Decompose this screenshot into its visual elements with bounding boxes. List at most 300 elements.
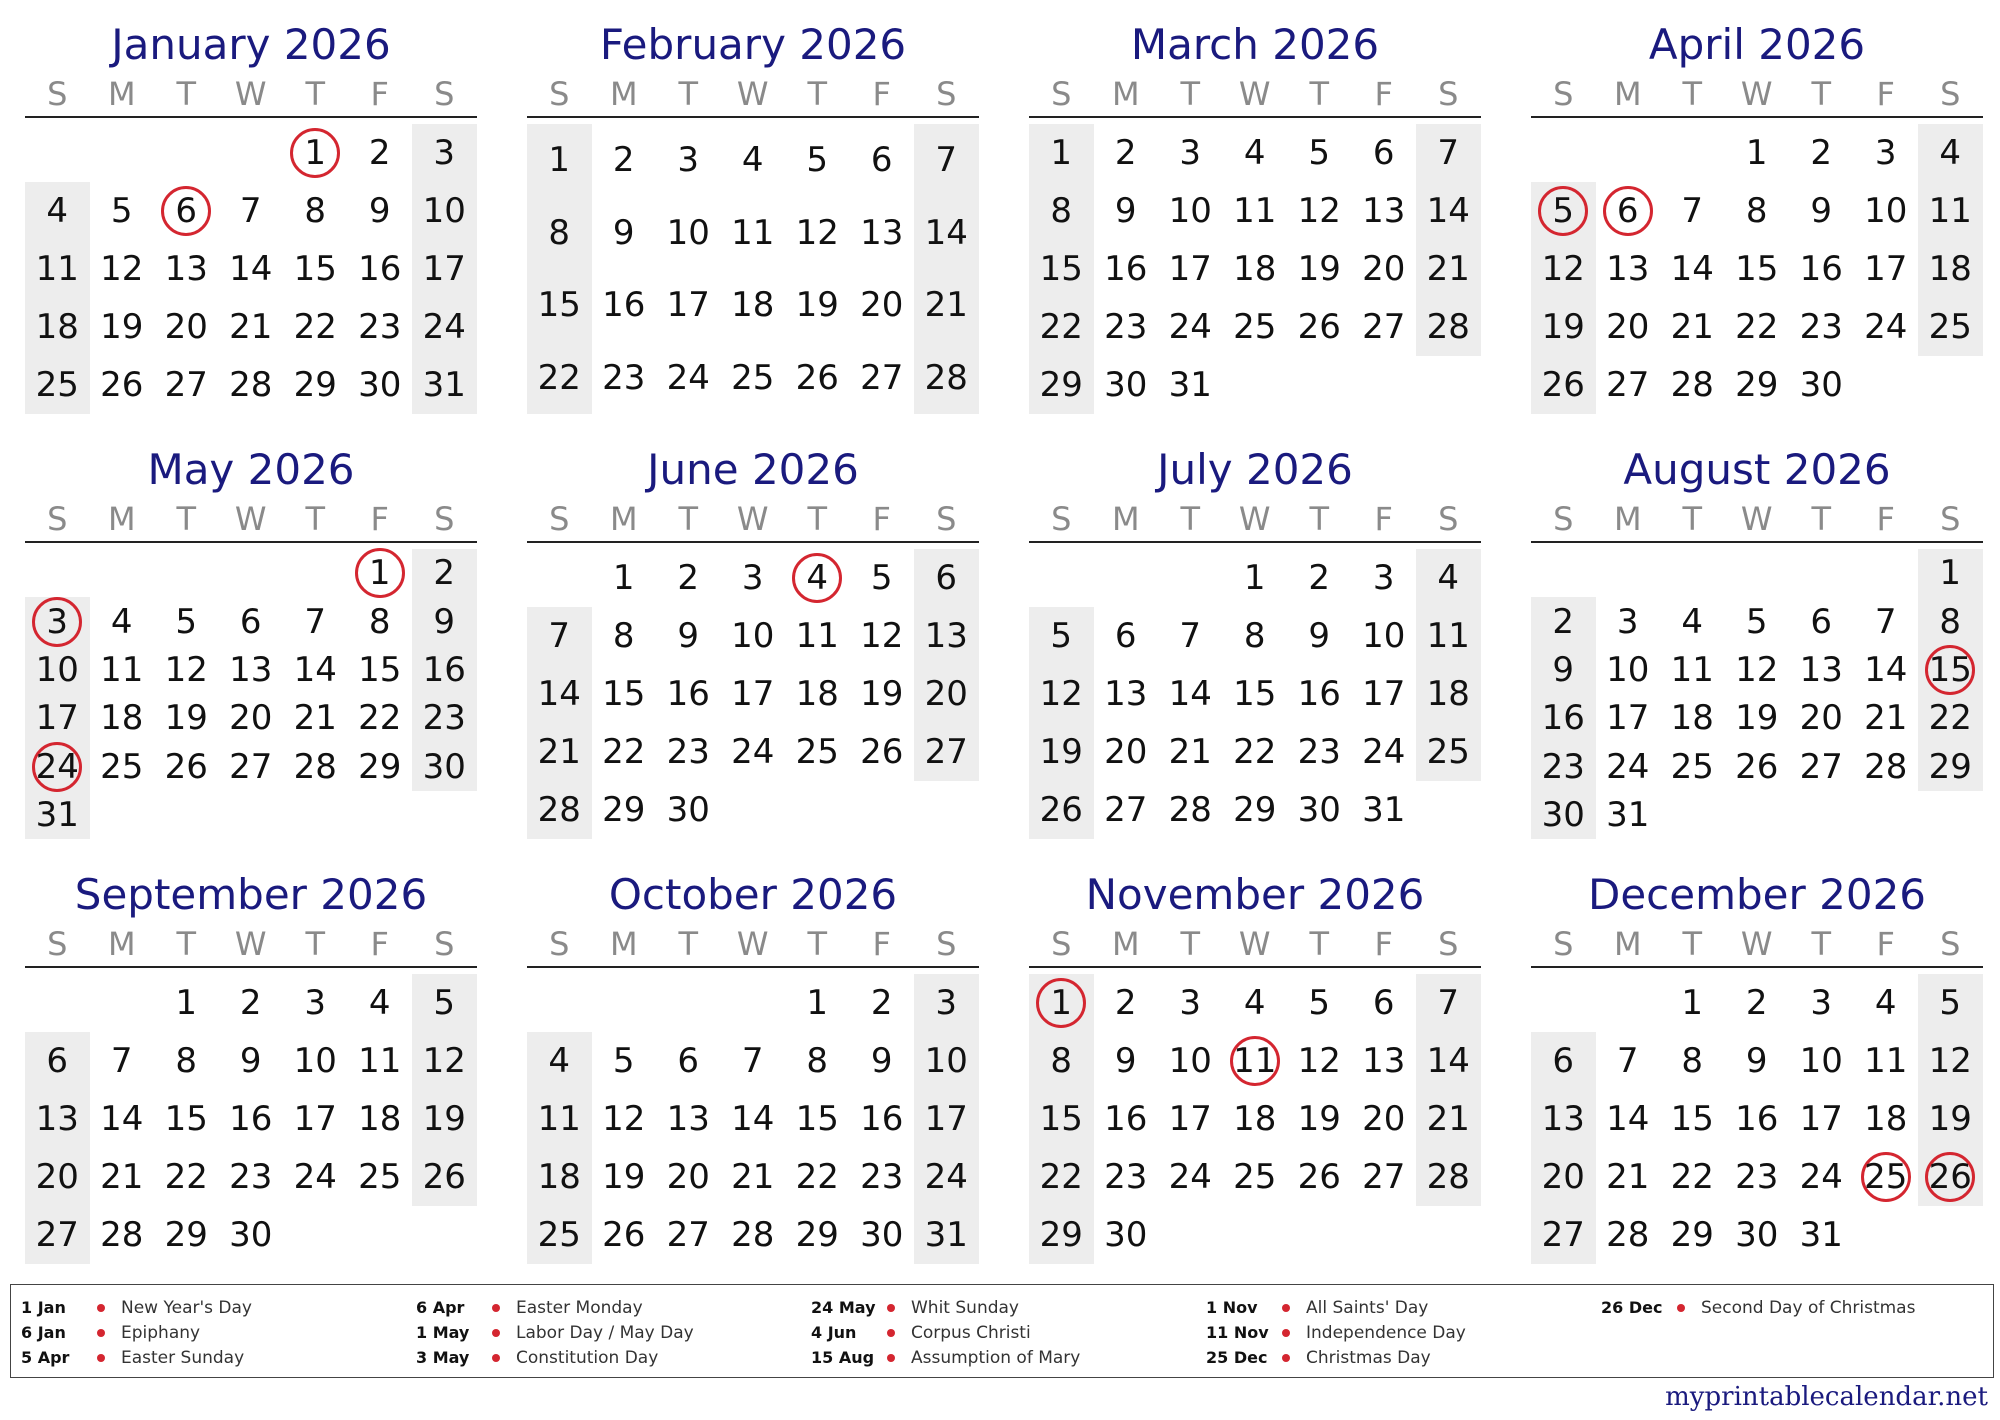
day-number: 18 bbox=[731, 285, 775, 326]
legend-holiday-name: Labor Day / May Day bbox=[516, 1322, 694, 1343]
day-number: 18 bbox=[537, 1157, 581, 1197]
day-number: 26 bbox=[1541, 365, 1585, 405]
day-number: 21 bbox=[924, 285, 968, 326]
day-cell bbox=[412, 602, 477, 642]
weekday-header bbox=[25, 72, 477, 118]
day-cell bbox=[90, 1215, 155, 1255]
day-cell bbox=[785, 616, 850, 656]
day-cell bbox=[154, 747, 219, 787]
day-number: 31 bbox=[1362, 790, 1406, 830]
day-cell bbox=[1596, 602, 1661, 642]
day-cell bbox=[914, 213, 979, 253]
day-number: 13 bbox=[1362, 1041, 1406, 1081]
day-number: 15 bbox=[1039, 249, 1083, 289]
day-number: 10 bbox=[1799, 1041, 1843, 1081]
day-cell bbox=[1725, 1157, 1790, 1197]
day-number: 5 bbox=[1939, 983, 1962, 1023]
day-number: 25 bbox=[537, 1215, 581, 1255]
day-number: 7 bbox=[548, 616, 571, 656]
month-title: November 2026 bbox=[1085, 870, 1425, 919]
day-number: 8 bbox=[548, 212, 571, 253]
day-number: 29 bbox=[795, 1215, 839, 1255]
day-number: 31 bbox=[35, 794, 79, 835]
weekday-header bbox=[25, 497, 477, 543]
day-cell bbox=[1789, 983, 1854, 1023]
day-cell bbox=[592, 790, 657, 830]
day-number: 13 bbox=[229, 649, 273, 690]
day-cell bbox=[914, 1215, 979, 1255]
day-cell bbox=[1854, 133, 1919, 173]
weekday-label: T bbox=[1811, 75, 1832, 113]
day-cell bbox=[850, 983, 915, 1023]
day-number: 14 bbox=[1670, 249, 1714, 289]
month-block bbox=[527, 18, 979, 414]
day-cell bbox=[348, 650, 413, 690]
legend-date: 25 Dec bbox=[1206, 1348, 1268, 1367]
day-cell bbox=[656, 285, 721, 325]
day-grid bbox=[25, 974, 477, 1264]
day-number: 5 bbox=[1308, 133, 1331, 173]
day-cell bbox=[1287, 1099, 1352, 1139]
day-cell bbox=[1854, 602, 1919, 642]
day-number: 29 bbox=[293, 365, 337, 405]
day-cell bbox=[1918, 191, 1983, 231]
day-cell bbox=[527, 140, 592, 180]
weekday-label: M bbox=[1613, 75, 1642, 113]
month-block bbox=[1531, 443, 1983, 839]
day-cell bbox=[219, 191, 284, 231]
day-cell bbox=[1531, 1041, 1596, 1081]
day-cell bbox=[283, 983, 348, 1023]
day-number: 15 bbox=[164, 1099, 208, 1139]
bullet-icon bbox=[492, 1329, 500, 1337]
weekday-label: T bbox=[305, 500, 326, 538]
weekday-label: T bbox=[1309, 75, 1330, 113]
day-cell bbox=[1789, 1099, 1854, 1139]
day-cell bbox=[90, 365, 155, 405]
day-number: 10 bbox=[422, 191, 466, 231]
day-number: 20 bbox=[229, 698, 273, 739]
day-cell bbox=[721, 1157, 786, 1197]
day-number: 20 bbox=[1362, 1099, 1406, 1139]
day-cell bbox=[721, 674, 786, 714]
day-number: 19 bbox=[1297, 1099, 1341, 1139]
day-cell bbox=[1029, 732, 1094, 772]
day-cell bbox=[412, 365, 477, 405]
day-number: 8 bbox=[806, 1041, 829, 1081]
day-cell bbox=[1416, 249, 1481, 289]
day-number: 23 bbox=[422, 698, 466, 739]
month-block bbox=[25, 443, 477, 839]
month-block bbox=[527, 868, 979, 1264]
day-number: 18 bbox=[358, 1099, 402, 1139]
holiday-legend bbox=[10, 1284, 1994, 1378]
day-number: 1 bbox=[368, 553, 391, 594]
weekday-label: S bbox=[1051, 500, 1072, 538]
day-number: 30 bbox=[1297, 790, 1341, 830]
day-number: 12 bbox=[860, 616, 904, 656]
day-number: 8 bbox=[175, 1041, 198, 1081]
day-number: 25 bbox=[1233, 1157, 1277, 1197]
day-number: 29 bbox=[1670, 1215, 1714, 1255]
day-number: 17 bbox=[666, 285, 710, 326]
day-number: 22 bbox=[795, 1157, 839, 1197]
day-number: 26 bbox=[1928, 1157, 1972, 1197]
day-cell bbox=[721, 140, 786, 180]
day-number: 9 bbox=[870, 1041, 893, 1081]
weekday-header bbox=[1531, 497, 1983, 543]
day-number: 7 bbox=[1437, 133, 1460, 173]
weekday-label: F bbox=[1374, 925, 1393, 963]
day-cell bbox=[1223, 133, 1288, 173]
day-number: 9 bbox=[433, 601, 456, 642]
day-cell bbox=[1352, 983, 1417, 1023]
site-watermark[interactable]: myprintablecalendar.net bbox=[1665, 1382, 1988, 1412]
day-number: 30 bbox=[1799, 365, 1843, 405]
day-cell bbox=[1789, 698, 1854, 738]
day-number: 14 bbox=[100, 1099, 144, 1139]
day-number: 4 bbox=[1681, 601, 1704, 642]
day-cell bbox=[1918, 1041, 1983, 1081]
day-cell bbox=[1596, 650, 1661, 690]
day-number: 23 bbox=[1104, 307, 1148, 347]
day-cell bbox=[850, 1157, 915, 1197]
day-cell bbox=[219, 602, 284, 642]
day-number: 1 bbox=[1939, 553, 1962, 594]
day-number: 12 bbox=[422, 1041, 466, 1081]
day-cell bbox=[1660, 249, 1725, 289]
day-grid bbox=[25, 124, 477, 414]
day-cell bbox=[25, 365, 90, 405]
weekday-label: T bbox=[1309, 500, 1330, 538]
legend-entry bbox=[811, 1295, 1080, 1320]
day-number: 17 bbox=[1606, 698, 1650, 739]
month-title: May 2026 bbox=[147, 445, 355, 494]
day-number: 28 bbox=[924, 357, 968, 398]
day-cell bbox=[1789, 365, 1854, 405]
day-cell bbox=[412, 1099, 477, 1139]
day-cell bbox=[785, 983, 850, 1023]
day-cell bbox=[1596, 307, 1661, 347]
day-cell bbox=[25, 698, 90, 738]
day-cell bbox=[25, 1157, 90, 1197]
day-number: 6 bbox=[935, 558, 958, 598]
day-number: 22 bbox=[164, 1157, 208, 1197]
day-cell bbox=[283, 1157, 348, 1197]
day-cell bbox=[592, 558, 657, 598]
day-number: 15 bbox=[537, 285, 581, 326]
weekday-label: S bbox=[47, 500, 68, 538]
day-cell bbox=[1029, 1157, 1094, 1197]
day-number: 8 bbox=[612, 616, 635, 656]
day-number: 24 bbox=[731, 732, 775, 772]
day-number: 6 bbox=[1114, 616, 1137, 656]
day-number: 30 bbox=[422, 746, 466, 787]
day-number: 13 bbox=[924, 616, 968, 656]
weekday-label: T bbox=[1180, 925, 1201, 963]
day-number: 22 bbox=[1039, 1157, 1083, 1197]
day-cell bbox=[154, 1157, 219, 1197]
weekday-label: S bbox=[936, 925, 957, 963]
month-block bbox=[1531, 18, 1983, 414]
day-cell bbox=[1287, 1041, 1352, 1081]
weekday-label: F bbox=[370, 925, 389, 963]
day-number: 2 bbox=[870, 983, 893, 1023]
day-cell bbox=[412, 307, 477, 347]
day-cell bbox=[721, 213, 786, 253]
day-cell bbox=[348, 249, 413, 289]
day-cell bbox=[914, 558, 979, 598]
day-cell bbox=[1918, 747, 1983, 787]
day-number: 3 bbox=[433, 133, 456, 173]
day-number: 7 bbox=[741, 1041, 764, 1081]
day-cell bbox=[1660, 1215, 1725, 1255]
day-number: 23 bbox=[358, 307, 402, 347]
legend-date: 1 Nov bbox=[1206, 1298, 1258, 1317]
day-cell bbox=[1416, 1041, 1481, 1081]
day-cell bbox=[219, 983, 284, 1023]
day-number: 27 bbox=[164, 365, 208, 405]
day-number: 12 bbox=[1541, 249, 1585, 289]
day-cell bbox=[90, 650, 155, 690]
day-number: 3 bbox=[935, 983, 958, 1023]
day-cell bbox=[90, 1157, 155, 1197]
day-number: 30 bbox=[1735, 1215, 1779, 1255]
day-cell bbox=[527, 213, 592, 253]
day-number: 26 bbox=[795, 357, 839, 398]
weekday-label: S bbox=[1940, 75, 1961, 113]
day-cell bbox=[283, 1099, 348, 1139]
day-number: 9 bbox=[1114, 191, 1137, 231]
day-cell bbox=[1660, 1157, 1725, 1197]
day-number: 23 bbox=[666, 732, 710, 772]
day-cell bbox=[656, 1157, 721, 1197]
day-number: 20 bbox=[860, 285, 904, 326]
day-cell bbox=[1094, 674, 1159, 714]
day-number: 21 bbox=[1864, 698, 1908, 739]
weekday-label: W bbox=[1238, 925, 1271, 963]
day-cell bbox=[1352, 732, 1417, 772]
day-cell bbox=[90, 1099, 155, 1139]
day-number: 23 bbox=[860, 1157, 904, 1197]
day-number: 5 bbox=[870, 558, 893, 598]
day-cell bbox=[656, 790, 721, 830]
day-number: 16 bbox=[602, 285, 646, 326]
day-cell bbox=[850, 213, 915, 253]
day-number: 2 bbox=[1308, 558, 1331, 598]
day-number: 9 bbox=[677, 616, 700, 656]
day-cell bbox=[25, 1041, 90, 1081]
day-number: 3 bbox=[741, 558, 764, 598]
day-number: 23 bbox=[1104, 1157, 1148, 1197]
day-number: 28 bbox=[1606, 1215, 1650, 1255]
day-cell bbox=[412, 249, 477, 289]
legend-date: 24 May bbox=[811, 1298, 876, 1317]
day-cell bbox=[1029, 307, 1094, 347]
day-cell bbox=[785, 140, 850, 180]
day-cell bbox=[1094, 616, 1159, 656]
day-cell bbox=[1918, 650, 1983, 690]
day-cell bbox=[1531, 307, 1596, 347]
weekday-label: T bbox=[1811, 500, 1832, 538]
weekday-header bbox=[527, 922, 979, 968]
month-title: October 2026 bbox=[608, 870, 898, 919]
day-number: 6 bbox=[677, 1041, 700, 1081]
day-cell bbox=[154, 698, 219, 738]
day-cell bbox=[1725, 1099, 1790, 1139]
weekday-label: F bbox=[872, 500, 891, 538]
day-cell bbox=[1094, 1099, 1159, 1139]
day-number: 26 bbox=[1297, 307, 1341, 347]
day-cell bbox=[25, 307, 90, 347]
day-number: 26 bbox=[1735, 746, 1779, 787]
legend-holiday-name: Corpus Christi bbox=[911, 1322, 1031, 1343]
day-number: 25 bbox=[1864, 1157, 1908, 1197]
day-number: 18 bbox=[1426, 674, 1470, 714]
day-number: 13 bbox=[1606, 249, 1650, 289]
bullet-icon bbox=[1282, 1354, 1290, 1362]
day-cell bbox=[348, 191, 413, 231]
day-number: 24 bbox=[1864, 307, 1908, 347]
day-cell bbox=[219, 1215, 284, 1255]
day-number: 22 bbox=[1670, 1157, 1714, 1197]
day-cell bbox=[1094, 1041, 1159, 1081]
day-number: 1 bbox=[1243, 558, 1266, 598]
day-number: 6 bbox=[175, 191, 198, 231]
day-cell bbox=[721, 358, 786, 398]
day-number: 30 bbox=[1104, 365, 1148, 405]
day-cell bbox=[1596, 1099, 1661, 1139]
bullet-icon bbox=[1282, 1304, 1290, 1312]
day-cell bbox=[914, 674, 979, 714]
day-cell bbox=[1789, 191, 1854, 231]
day-number: 4 bbox=[1939, 133, 1962, 173]
weekday-label: M bbox=[609, 500, 638, 538]
weekday-label: S bbox=[1051, 75, 1072, 113]
day-cell bbox=[1158, 674, 1223, 714]
day-number: 4 bbox=[741, 140, 764, 181]
day-cell bbox=[527, 1099, 592, 1139]
day-number: 27 bbox=[924, 732, 968, 772]
day-number: 5 bbox=[433, 983, 456, 1023]
day-number: 30 bbox=[860, 1215, 904, 1255]
day-cell bbox=[1287, 191, 1352, 231]
month-title: July 2026 bbox=[1157, 445, 1353, 494]
day-number: 17 bbox=[924, 1099, 968, 1139]
day-number: 28 bbox=[229, 365, 273, 405]
day-grid bbox=[1531, 549, 1983, 839]
day-cell bbox=[1416, 674, 1481, 714]
day-cell bbox=[1416, 307, 1481, 347]
bullet-icon bbox=[887, 1329, 895, 1337]
legend-holiday-name: Independence Day bbox=[1306, 1322, 1466, 1343]
day-number: 19 bbox=[860, 674, 904, 714]
day-cell bbox=[412, 983, 477, 1023]
day-number: 19 bbox=[602, 1157, 646, 1197]
day-number: 10 bbox=[924, 1041, 968, 1081]
day-number: 17 bbox=[1168, 249, 1212, 289]
day-number: 6 bbox=[239, 601, 262, 642]
day-number: 9 bbox=[612, 212, 635, 253]
day-cell bbox=[1531, 249, 1596, 289]
day-cell bbox=[1596, 1157, 1661, 1197]
day-cell bbox=[1223, 558, 1288, 598]
day-cell bbox=[1094, 1157, 1159, 1197]
legend-holiday-name: Epiphany bbox=[121, 1322, 201, 1343]
day-number: 22 bbox=[1039, 307, 1083, 347]
weekday-label: W bbox=[736, 75, 769, 113]
day-number: 12 bbox=[100, 249, 144, 289]
weekday-label: T bbox=[1309, 925, 1330, 963]
day-cell bbox=[1789, 1215, 1854, 1255]
weekday-label: S bbox=[1553, 925, 1574, 963]
day-cell bbox=[90, 307, 155, 347]
day-number: 27 bbox=[1606, 365, 1650, 405]
day-cell bbox=[1416, 732, 1481, 772]
day-number: 1 bbox=[175, 983, 198, 1023]
day-number: 20 bbox=[1799, 698, 1843, 739]
day-cell bbox=[785, 213, 850, 253]
day-cell bbox=[656, 1041, 721, 1081]
weekday-label: S bbox=[936, 500, 957, 538]
day-cell bbox=[1287, 616, 1352, 656]
day-number: 19 bbox=[1928, 1099, 1972, 1139]
day-number: 9 bbox=[1810, 191, 1833, 231]
day-number: 28 bbox=[731, 1215, 775, 1255]
day-cell bbox=[656, 732, 721, 772]
weekday-header bbox=[1531, 922, 1983, 968]
day-cell bbox=[914, 1041, 979, 1081]
day-number: 13 bbox=[666, 1099, 710, 1139]
day-cell bbox=[1789, 1041, 1854, 1081]
day-cell bbox=[90, 698, 155, 738]
day-cell bbox=[1029, 249, 1094, 289]
day-number: 27 bbox=[1104, 790, 1148, 830]
legend-entry bbox=[416, 1295, 694, 1320]
day-number: 24 bbox=[1168, 1157, 1212, 1197]
day-number: 7 bbox=[1616, 1041, 1639, 1081]
day-grid bbox=[1029, 124, 1481, 414]
day-cell bbox=[283, 650, 348, 690]
legend-date: 26 Dec bbox=[1601, 1298, 1663, 1317]
day-number: 14 bbox=[1168, 674, 1212, 714]
day-number: 6 bbox=[46, 1041, 69, 1081]
day-number: 26 bbox=[422, 1157, 466, 1197]
day-number: 3 bbox=[1810, 983, 1833, 1023]
month-block bbox=[25, 868, 477, 1264]
day-cell bbox=[219, 698, 284, 738]
day-number: 19 bbox=[164, 698, 208, 739]
legend-entry bbox=[811, 1320, 1080, 1345]
day-number: 22 bbox=[1735, 307, 1779, 347]
legend-date: 1 May bbox=[416, 1323, 470, 1342]
day-cell bbox=[154, 602, 219, 642]
weekday-label: T bbox=[678, 75, 699, 113]
bullet-icon bbox=[492, 1304, 500, 1312]
day-cell bbox=[1854, 650, 1919, 690]
day-number: 2 bbox=[677, 558, 700, 598]
day-cell bbox=[1854, 698, 1919, 738]
day-cell bbox=[412, 698, 477, 738]
day-number: 10 bbox=[1606, 649, 1650, 690]
month-block bbox=[25, 18, 477, 414]
day-number: 13 bbox=[164, 249, 208, 289]
day-number: 2 bbox=[1552, 601, 1575, 642]
day-cell bbox=[1158, 790, 1223, 830]
day-cell bbox=[219, 1157, 284, 1197]
day-cell bbox=[721, 732, 786, 772]
day-number: 15 bbox=[293, 249, 337, 289]
